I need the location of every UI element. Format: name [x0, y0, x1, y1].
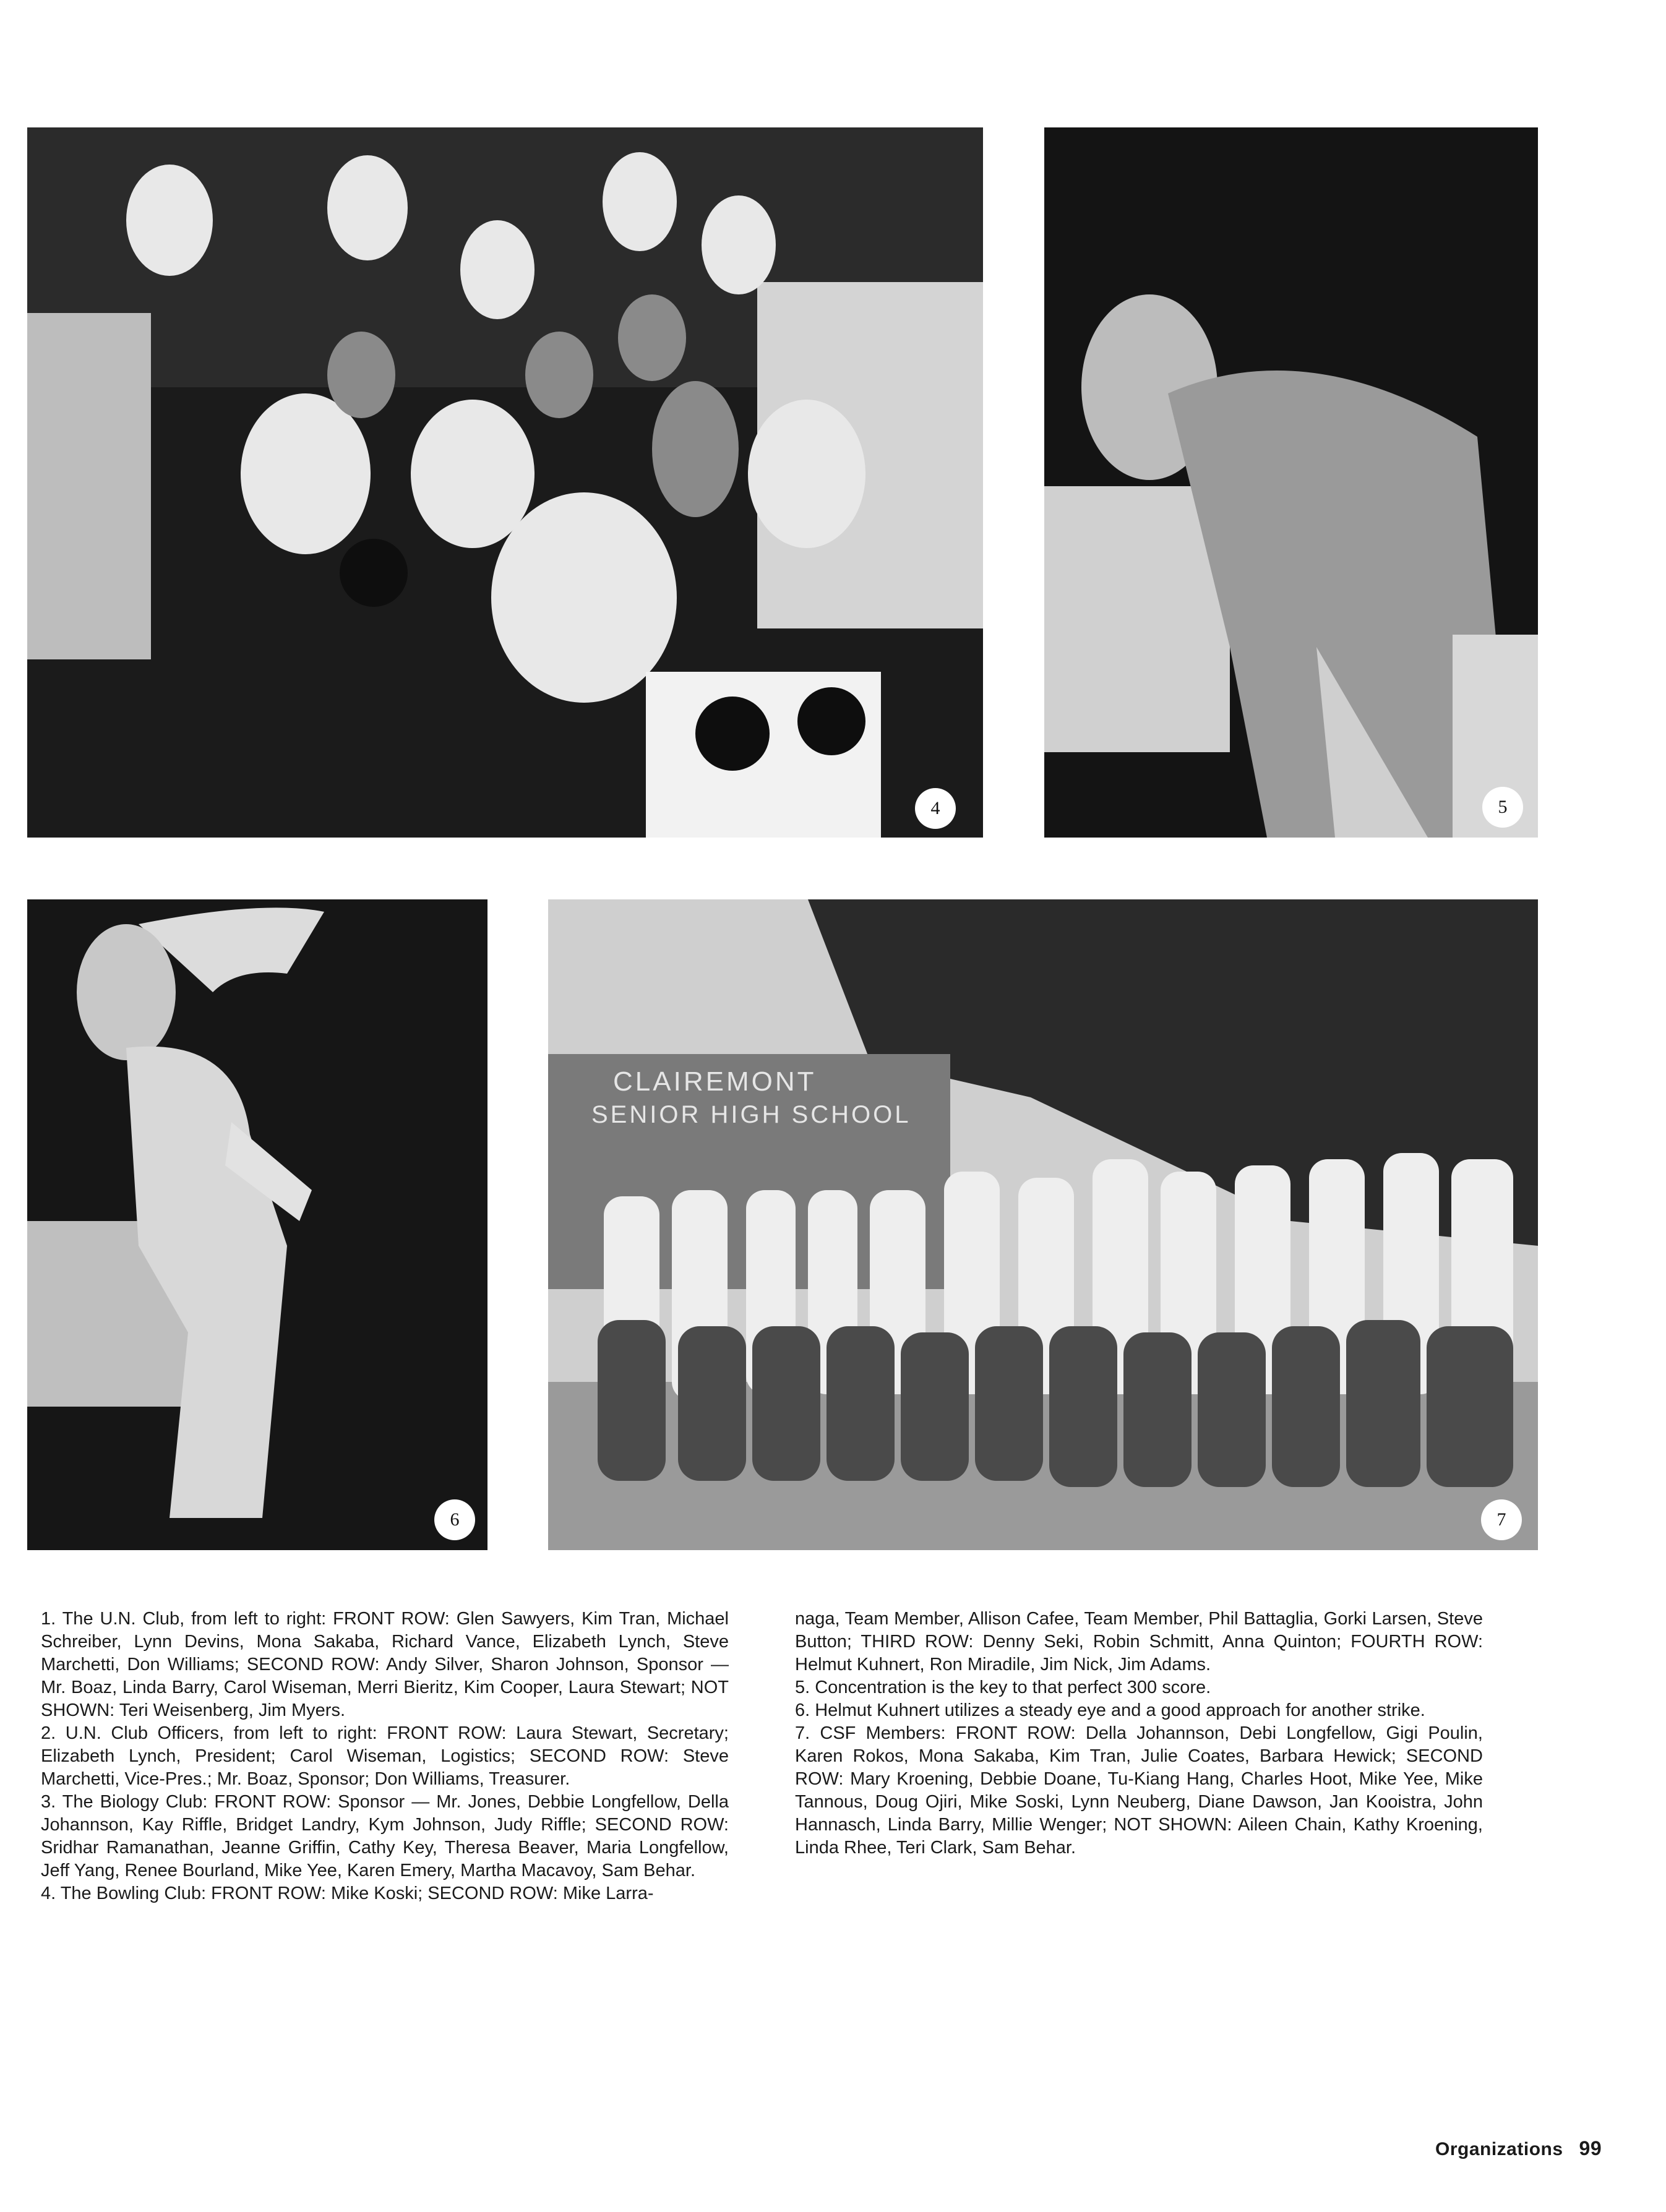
- photo-bowler-release-image: [27, 899, 487, 1550]
- caption-5: 5. Concentration is the key to that perfect 300 score.: [795, 1678, 1211, 1697]
- photo-bowler-concentration-image: [1044, 127, 1538, 838]
- photo-number-badge: 5: [1482, 787, 1523, 828]
- photo-number-badge: 6: [434, 1499, 475, 1540]
- caption-4-start: 4. The Bowling Club: FRONT ROW: Mike Koski; SECOND ROW: Mike Larra-: [41, 1884, 654, 1903]
- photo-number-badge: 4: [915, 788, 956, 829]
- caption-3: 3. The Biology Club: FRONT ROW: Sponsor — Mr. Jones, Debbie Longfellow, Della Johannson, Kay Riffle, Bridget Landry, Kym Johnson, Judy Riffle; SECOND ROW: Sridhar Ramanathan, Jeanne Griffin, Cathy Key, Theresa Beaver, Maria Longfellow, Jeff Yang, Renee Bourland, Mike Yee, Karen Emery, Martha Macavoy, Sam Behar.: [41, 1792, 729, 1880]
- caption-4-end: naga, Team Member, Allison Cafee, Team Member, Phil Battaglia, Gorki Larsen, Steve Button; THIRD ROW: Denny Seki, Robin Schmitt, Anna Quinton; FOURTH ROW: Helmut Kuhnert, Ron Miradile, Jim Nick, Jim Adams.: [795, 1609, 1483, 1674]
- school-sign-line1: CLAIREMONT: [613, 1066, 817, 1097]
- photo-number-badge: 7: [1481, 1499, 1522, 1540]
- captions-left-column: [41, 1608, 729, 1905]
- photo-bowler-release: [27, 899, 487, 1550]
- photo-bowling-club: [27, 127, 983, 838]
- caption-7: 7. CSF Members: FRONT ROW: Della Johannson, Debi Longfellow, Gigi Poulin, Karen Rokos, Mona Sakaba, Kim Tran, Julie Coates, Barbara Hewick; SECOND ROW: Mary Kroening, Debbie Doane, Tu-Kiang Hang, Charles Hoot, Mike Yee, Mike Tannous, Doug Ojiri, Mike Soski, Lynn Neuberg, Diane Dawson, Jan Kooistra, John Hannasch, Linda Barry, Millie Wenger; NOT SHOWN: Aileen Chain, Kathy Kroening, Linda Rhee, Teri Clark, Sam Behar.: [795, 1723, 1483, 1858]
- photo-bowler-concentration: [1044, 127, 1538, 838]
- photo-bowling-club-image: [27, 127, 983, 838]
- photo-csf-members-image: [548, 899, 1538, 1550]
- page-footer: [1435, 2137, 1602, 2160]
- caption-1: 1. The U.N. Club, from left to right: FRONT ROW: Glen Sawyers, Kim Tran, Michael Schreiber, Lynn Devins, Mona Sakaba, Richard Vance, Elizabeth Lynch, Steve Marchetti, Don Williams; SECOND ROW: Andy Silver, Sharon Johnson, Sponsor — Mr. Boaz, Linda Barry, Carol Wiseman, Merri Bieritz, Kim Cooper, Laura Stewart; NOT SHOWN: Teri Weisenberg, Jim Myers.: [41, 1609, 729, 1720]
- caption-6: 6. Helmut Kuhnert utilizes a steady eye and a good approach for another strike.: [795, 1700, 1425, 1720]
- page-number: 99: [1579, 2137, 1602, 2159]
- captions-right-column: [795, 1608, 1483, 1859]
- section-name: Organizations: [1435, 2139, 1563, 2159]
- caption-2: 2. U.N. Club Officers, from left to right: FRONT ROW: Laura Stewart, Secretary; Elizabeth Lynch, President; Carol Wiseman, Logistics; SECOND ROW: Steve Marchetti, Vice-Pres.; Mr. Boaz, Sponsor; Don Williams, Treasurer.: [41, 1723, 729, 1789]
- school-sign-line2: SENIOR HIGH SCHOOL: [591, 1101, 911, 1128]
- photo-csf-members: [548, 899, 1538, 1550]
